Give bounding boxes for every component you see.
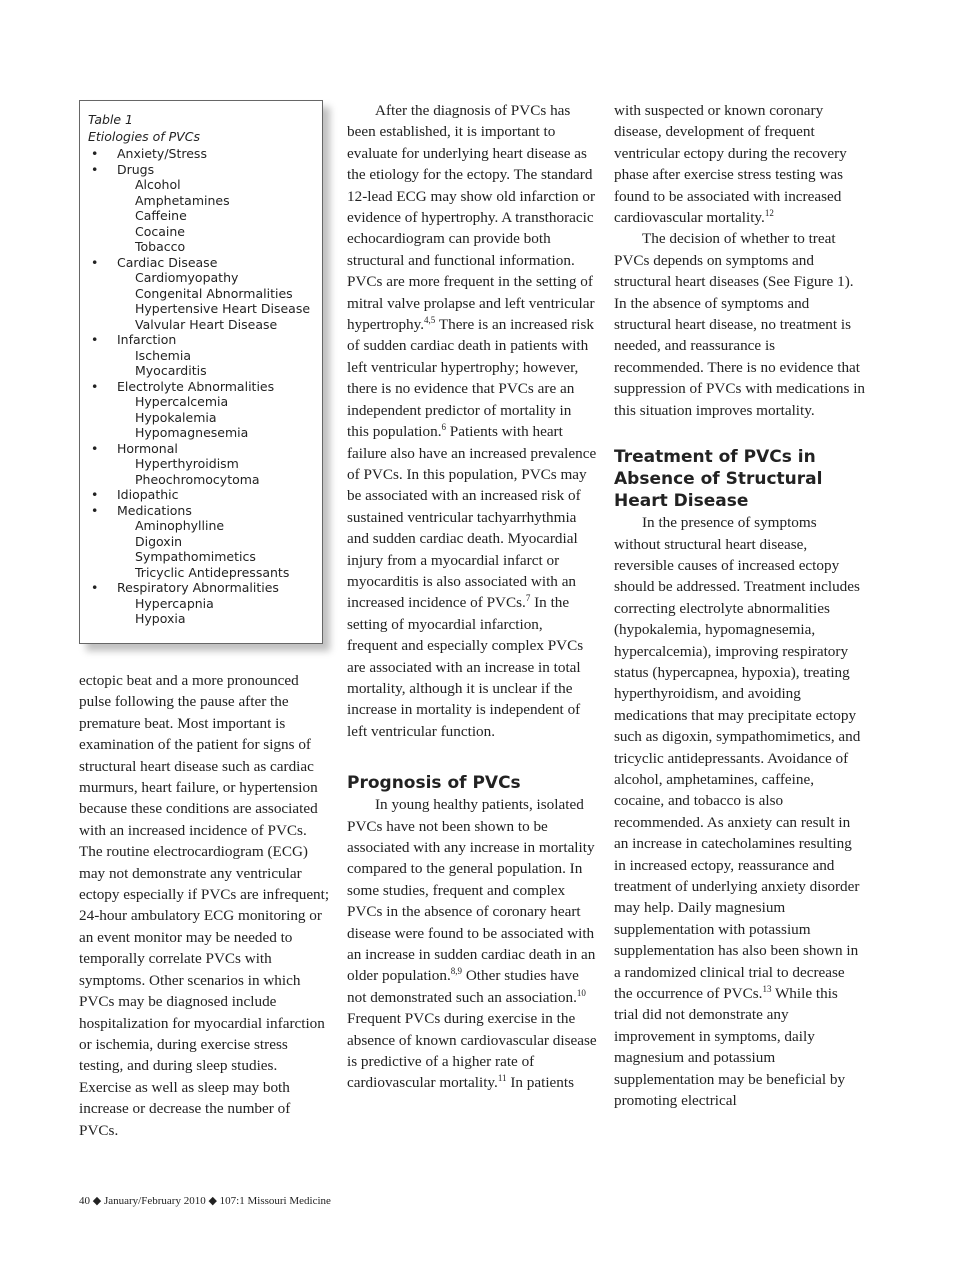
etiology-category: • Drugs Alcohol Amphetamines Caffeine Cocaine Tobacco (88, 162, 316, 255)
citation: 7 (525, 593, 531, 604)
citation: 12 (764, 208, 774, 219)
etiology-item: Tobacco (135, 239, 186, 254)
etiology-item: Amphetamines (135, 192, 230, 208)
etiology-category: • Infarction Ischemia Myocarditis (88, 332, 316, 379)
etiology-item: Hypercapnia (135, 595, 214, 611)
body-paragraph: with suspected or known coronary disease, development of frequent ventricular ectopy during the recovery phase after exercise stress testing was found to be associated with increased cardiovascular mortality.$^{12}$ (614, 102, 847, 227)
page-number: 40 (79, 1195, 90, 1207)
citation: 8,9 (450, 966, 463, 977)
etiology-item: Congenital Abnormalities (135, 285, 293, 301)
citation: 13 (762, 984, 772, 995)
etiology-item: Aminophylline (135, 518, 225, 533)
etiology-item: Tricyclic Antidepressants (135, 564, 290, 580)
body-paragraph: The decision of whether to treat PVCs depends on symptoms and structural heart diseases (See Figure 1). In the absence of symptoms and structural heart disease, no treatment is needed, and reassurance is recommended. There is no evidence that suppression of PVCs with medications in this situation improves mortality. (614, 230, 866, 419)
table-subtitle: Etiologies of PVCs (88, 129, 200, 144)
etiology-item: Sympathomimetics (135, 549, 256, 564)
etiology-item: Hypertensive Heart Disease (135, 301, 311, 316)
etiology-category: • Anxiety/Stress (88, 146, 316, 162)
etiology-list (88, 146, 316, 627)
etiology-category: • Idiopathic (88, 487, 316, 503)
etiology-item: Hypercalcemia (135, 394, 229, 409)
etiology-item: Hypoxia (135, 611, 186, 626)
citation: 4,5 (424, 315, 436, 326)
body-paragraph: In the presence of symptoms without structural heart disease, reversible causes of increased ectopy should be addressed. Treatment includes correcting electrolyte abnormalities (hypokalemia, hypomagnesemia, hypercalcemia), improving respiratory status (hypercapnea, hypoxia), treating hyperthyroidism, and avoiding medications that may precipitate ectopy such as digoxin, sympathomimetics, and tricyclic antidepressants. Avoidance of alcohol, amphetamines, caffeine, cocaine, and tobacco is also recommended. As anxiety can result in an increase in catecholamines resulting in increased ectopy, reassurance and treatment of underlying anxiety disorder may help. Daily magnesium supplementation with potassium supplementation has also been shown in a randomized clinical trial to decrease the occurrence of PVCs.$^{13}$ While this trial did not demonstrate any improvement in symptoms, daily magnesium and potassium supplementation may be beneficial by promoting electrical (614, 514, 861, 1110)
etiology-category: • Respiratory Abnormalities Hypercapnia Hypoxia (88, 580, 316, 627)
column-left (79, 670, 331, 1141)
table-title: Table 1 (88, 112, 134, 127)
etiology-category: • Hormonal Hyperthyroidism Pheochromocytoma (88, 441, 316, 488)
etiology-item: Valvular Heart Disease (135, 316, 278, 332)
etiology-item: Alcohol (135, 177, 181, 192)
etiologies-table (79, 100, 323, 644)
etiology-item: Caffeine (135, 208, 187, 223)
separator-glyph: ◆ (92, 1195, 102, 1207)
etiology-item: Myocarditis (135, 363, 207, 378)
etiology-item: Pheochromocytoma (135, 471, 260, 487)
citation: 10 (576, 987, 586, 998)
section-heading-treatment: Treatment of PVCs in Absence of Structural Heart Disease (614, 447, 823, 512)
issue-date: January/February 2010 (103, 1195, 206, 1207)
etiology-item: Digoxin (135, 533, 183, 549)
column-middle (347, 100, 597, 1094)
citation: 11 (497, 1073, 507, 1084)
citation: 6 (441, 422, 446, 433)
etiology-item: Hypokalemia (135, 409, 217, 425)
etiology-category: • Electrolyte Abnormalities Hypercalcemia Hypokalemia Hypomagnesemia (88, 379, 316, 441)
journal-volume: 107:1 Missouri Medicine (219, 1195, 331, 1207)
etiology-item: Hyperthyroidism (135, 456, 239, 471)
page-footer (79, 1194, 331, 1207)
etiology-category: • Medications Aminophylline Digoxin Sympathomimetics Tricyclic Antidepressants (88, 503, 316, 581)
body-paragraph: In young healthy patients, isolated PVCs have not been shown to be associated with any increase in mortality compared to the general population. In some studies, frequent and complex PVCs in the absence of coronary heart disease were found to be associated with an increase in sudden cardiac death in an older population.$^{8,9}$ Other studies have not demonstrated such an association.$^{10}$ Frequent PVCs during exercise in the absence of known cardiovascular disease is predictive of a higher rate of cardiovascular mortality.$^{11}$ In patients (347, 796, 597, 1092)
column-right (614, 100, 866, 1111)
section-heading-prognosis: Prognosis of PVCs (347, 773, 521, 794)
etiology-item: Cardiomyopathy (135, 270, 239, 285)
separator-glyph: ◆ (208, 1195, 217, 1207)
etiology-item: Hypomagnesemia (135, 425, 249, 440)
etiology-category: • Cardiac Disease Cardiomyopathy Congenital Abnormalities Hypertensive Heart Disease Valvular Heart Disease (88, 255, 316, 333)
body-paragraph: ectopic beat and a more pronounced pulse following the pause after the premature beat. Most important is examination of the patient for signs of structural heart disease such as cardiac murmurs, heart failure, or hypertension because these conditions are associated with an increased incidence of PVCs. The routine electrocardiogram (ECG) may not demonstrate any ventricular ectopy especially if PVCs are infrequent; 24-hour ambulatory ECG monitoring or an event monitor may be needed to temporally correlate PVCs with symptoms. Other scenarios in which PVCs may be diagnosed include hospitalization for myocardial infarction or ischemia, during exercise stress testing, and during sleep studies. Exercise as well as sleep may both increase or decrease the number of PVCs. (79, 672, 330, 1139)
etiology-item: Ischemia (135, 347, 191, 363)
body-paragraph: After the diagnosis of PVCs has been established, it is important to evaluate for underlying heart disease as the etiology for the ectopy. The standard 12-lead ECG may show old infarction or evidence of hypertrophy. A transthoracic echocardiogram can provide both structural and functional information. PVCs are more frequent in the setting of mitral valve prolapse and left ventricular hypertrophy.$^{4,5}$ There is an increased risk of sudden cardiac death in patients with left ventricular hypertrophy; however, there is no evidence that PVCs are an independent predictor of mortality in this population.$^6$ Patients with heart failure also have an increased prevalence of PVCs. In this population, PVCs may be associated with an increased risk of sustained ventricular tachyarrhythmia and sudden cardiac death. Myocardial injury from a myocardial infarct or myocarditis is also associated with an increased incidence of PVCs.$^7$ In the setting of myocardial infarction, frequent and especially complex PVCs are associated with an increase in total mortality, although it is unclear if the increase in mortality is independent of left ventricular function. (347, 102, 597, 740)
etiology-item: Cocaine (135, 223, 185, 239)
